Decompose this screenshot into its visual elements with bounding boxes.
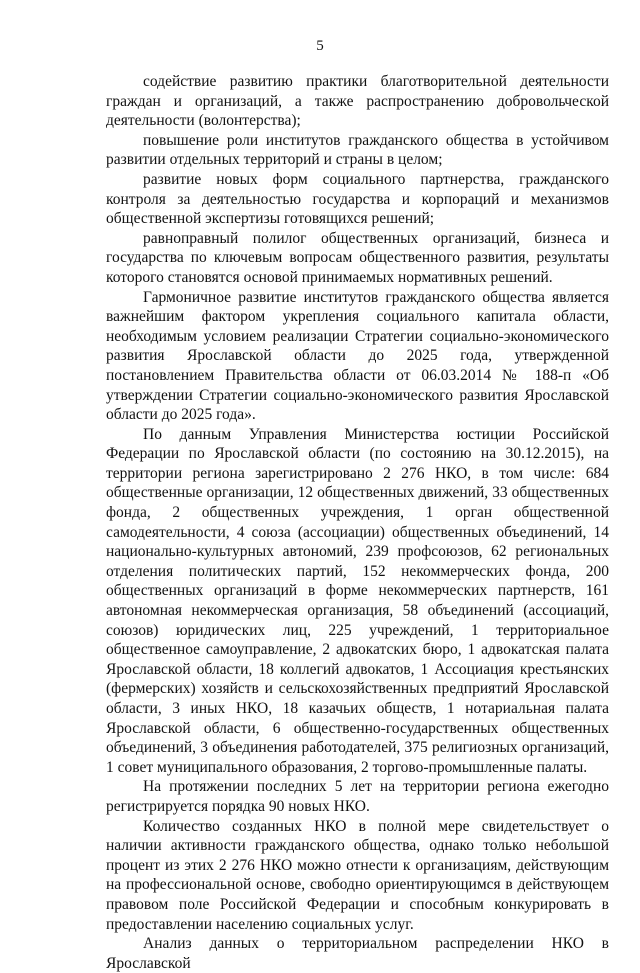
paragraph-charity-promotion: содействие развитию практики благотворительной деятельности граждан и организаций, а также распространению добровольческой деятельности (волонтерства); <box>106 73 609 130</box>
paragraph-nko-professionalism: Количество созданных НКО в полной мере свидетельствует о наличии активности гражданского общества, однако только небольшой процент из этих 2 276 НКО можно отнести к организациям, действующим на профессиональной основе, свободно ориентирующимся в действующем правовом поле Российской Федерации и способным конкурировать в предоставлении населению социальных услуг. <box>106 817 609 933</box>
paragraph-equal-polylogue: равноправный полилог общественных организаций, бизнеса и государства по ключевым вопросам общественного развития, результаты которого становятся основой принимаемых нормативных решений. <box>106 229 609 286</box>
paragraph-nko-registry-statistics: По данным Управления Министерства юстиции Российской Федерации по Ярославской области (по состоянию на 30.12.2015), на территории региона зарегистрировано 2 276 НКО, в том числе: 684 общественные организации, 12 общественных движений, 33 общественных фонда, 2 общественных учреждения, 1 орган общественной самодеятельности, 4 союза (ассоциации) общественных объединений, 14 национально-культурных автономий, 239 профсоюзов, 62 региональных отделения политических партий, 152 некоммерческих фонда, 200 общественных организаций в форме некоммерческих партнерств, 161 автономная некоммерческая организация, 58 объединений (ассоциаций, союзов) юридических лиц, 225 учреждений, 1 территориальное общественное самоуправление, 2 адвокатских бюро, 1 адвокатская палата Ярославской области, 18 коллегий адвокатов, 1 Ассоциация крестьянских (фермерских) хозяйств и сельскохозяйственных предприятий Ярославской области, 3 иных НКО, 18 казачьих обществ, 1 нотариальная палата Ярославской области, 6 общественно-государственных общественных объединений, 3 объединения работодателей, 375 религиозных организаций, 1 совет муниципального образования, 2 торгово-промышленные палаты. <box>106 425 609 776</box>
paragraph-annual-registrations: На протяжении последних 5 лет на территории региона ежегодно регистрируется порядка 90 новых НКО. <box>106 778 609 815</box>
page-number: 5 <box>316 38 324 54</box>
paragraph-territorial-analysis: Анализ данных о территориальном распределении НКО в Ярославской <box>106 935 609 972</box>
document-body <box>106 72 609 973</box>
paragraph-civil-institutions-role: повышение роли институтов гражданского общества в устойчивом развитии отдельных территорий и страны в целом; <box>106 131 609 169</box>
paragraph-harmonious-development: Гармоничное развитие институтов гражданского общества является важнейшим фактором укрепления социального капитала области, необходимым условием реализации Стратегии социально-экономического развития Ярославской области до 2025 года, утвержденной постановлением Правительства области от 06.03.2014 № 188-п «Об утверждении Стратегии социально-экономического развития Ярославской области до 2025 года». <box>106 288 609 424</box>
paragraph-social-partnership: развитие новых форм социального партнерства, гражданского контроля за деятельностью государства и корпораций и механизмов общественной экспертизы готовящихся решений; <box>106 170 609 228</box>
